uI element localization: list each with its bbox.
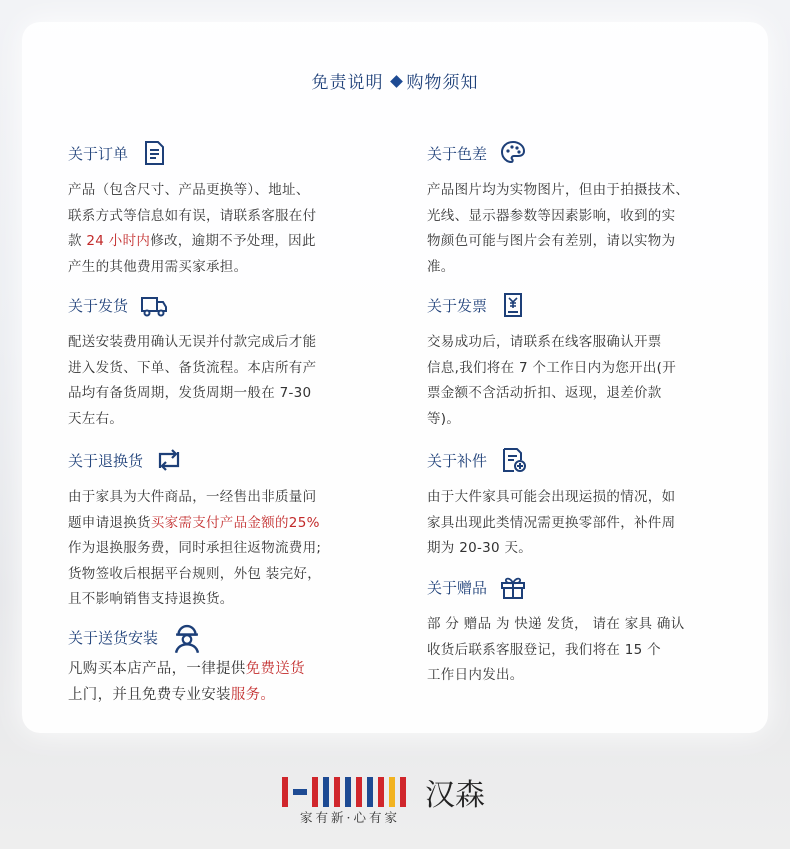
body-line <box>68 229 378 255</box>
section-title: 关于发货 <box>68 296 129 315</box>
section-color <box>427 136 737 280</box>
body-line <box>427 330 737 356</box>
body-text: 准。 <box>427 258 455 275</box>
body-line <box>427 663 737 689</box>
body-line <box>68 356 378 382</box>
highlight-text: 买家需支付产品金额的25% <box>150 514 320 531</box>
body-text: 期为 20-30 天。 <box>427 540 533 556</box>
body-line <box>427 485 737 511</box>
exchange-arrows-icon <box>155 446 183 474</box>
section-shipping <box>68 288 378 432</box>
section-body <box>68 178 378 280</box>
body-line <box>68 587 388 613</box>
body-text: 作为退换服务费，同时承担往返物流费用; <box>68 540 322 556</box>
highlight-text: 免费送货 <box>245 661 305 677</box>
title-right: 购物须知 <box>406 73 479 93</box>
body-line <box>68 536 388 562</box>
body-line <box>68 407 378 433</box>
brand-name: 汉森 <box>425 778 485 813</box>
highlight-text: 24 小时内 <box>86 233 151 249</box>
document-icon <box>140 139 168 167</box>
section-invoice <box>427 288 737 432</box>
body-text: 由于大件家具可能会出现运损的情况，如 <box>427 489 676 505</box>
brand-slogan: 家有新·心有家 <box>300 810 400 825</box>
body-line <box>427 638 737 664</box>
body-text: 光线、显示器参数等因素影响，收到的实 <box>427 207 676 224</box>
body-line <box>68 381 378 407</box>
truck-icon <box>140 291 168 319</box>
body-text: 联系方式等信息如有误，请联系客服在付 <box>68 207 317 224</box>
section-gifts <box>427 570 737 689</box>
section-body <box>68 330 378 432</box>
body-line <box>427 356 737 382</box>
body-text: 凡购买本店产品，一律提供 <box>68 661 246 677</box>
body-text: 天左右。 <box>68 410 124 427</box>
gift-icon <box>499 573 527 601</box>
diamond-icon <box>390 75 403 88</box>
section-order <box>68 136 378 280</box>
body-line <box>427 255 737 281</box>
body-line <box>427 178 737 204</box>
body-text: 等)。 <box>427 410 461 427</box>
body-text: 产生的其他费用需买家承担。 <box>68 258 248 275</box>
body-text: 部 分 赠品 为 快递 发货， 请在 家具 确认 <box>427 616 685 632</box>
page-title <box>0 68 790 93</box>
body-text: 配送安装费用确认无误并付款完成后才能 <box>68 334 317 350</box>
body-text: 物颜色可能与图片会有差别，请以实物为 <box>427 233 676 249</box>
body-line <box>68 485 388 511</box>
section-title: 关于色差 <box>427 144 488 163</box>
section-title: 关于发票 <box>427 296 488 315</box>
section-body <box>68 656 378 708</box>
highlight-text: 服务。 <box>230 687 276 703</box>
body-text: 品均有备货周期，发货周期一般在 7-30 <box>68 385 312 401</box>
body-text: 款 <box>68 233 87 249</box>
section-body <box>427 612 737 689</box>
body-text: 收货后联系客服登记，我们将在 15 个 <box>427 641 661 658</box>
section-returns <box>68 443 378 613</box>
section-body <box>427 485 737 562</box>
body-text: 产品（包含尺寸、产品更换等）、地址、 <box>68 182 310 198</box>
body-text: 家具出现此类情况需更换零部件，补件周 <box>427 514 676 531</box>
body-line <box>68 255 378 281</box>
section-title: 关于赠品 <box>427 578 488 597</box>
body-text: 货物签收后根据平台规则，外包 装完好， <box>68 565 321 582</box>
receipt-yen-icon <box>499 291 527 319</box>
worker-helmet-icon <box>170 620 204 654</box>
body-line <box>427 407 737 433</box>
body-line <box>427 229 737 255</box>
body-text: 产品图片均为实物图片，但由于拍摄技术、 <box>427 182 690 198</box>
body-line <box>68 511 388 537</box>
section-install <box>68 620 378 708</box>
body-text: 上门，并且免费专业安装 <box>68 687 231 703</box>
body-text: 由于家具为大件商品，一经售出非质量问 <box>68 489 317 505</box>
section-title: 关于退换货 <box>68 451 144 470</box>
logo-bars <box>282 775 411 809</box>
add-document-icon <box>499 446 527 474</box>
section-title: 关于送货安装 <box>68 628 159 647</box>
palette-icon <box>499 139 527 167</box>
body-line <box>427 381 737 407</box>
title-left: 免责说明 <box>311 73 384 93</box>
section-title: 关于补件 <box>427 451 488 470</box>
body-line <box>427 204 737 230</box>
body-text: 票金额不含活动折扣、返现，退差价款 <box>427 385 662 401</box>
body-line <box>427 536 737 562</box>
body-line <box>68 204 378 230</box>
section-body <box>427 330 737 432</box>
body-line <box>427 612 737 638</box>
body-text: 信息,我们将在 7 个工作日内为您开出(开 <box>427 359 677 376</box>
body-line <box>68 330 378 356</box>
body-text: 工作日内发出。 <box>427 667 524 683</box>
body-line <box>68 178 378 204</box>
section-title: 关于订单 <box>68 144 129 163</box>
body-text: 且不影响销售支持退换货。 <box>68 591 234 607</box>
body-text: 修改，逾期不予处理，因此 <box>150 233 316 249</box>
body-text: 进入发货、下单、备货流程。本店所有产 <box>68 359 317 376</box>
body-line <box>68 656 378 682</box>
body-text: 题申请退换货 <box>68 514 151 531</box>
body-line <box>427 511 737 537</box>
section-parts <box>427 443 737 562</box>
section-body <box>427 178 737 280</box>
body-text: 交易成功后，请联系在线客服确认开票 <box>427 334 662 350</box>
body-line <box>68 562 388 588</box>
section-body <box>68 485 388 613</box>
body-line <box>68 682 378 708</box>
